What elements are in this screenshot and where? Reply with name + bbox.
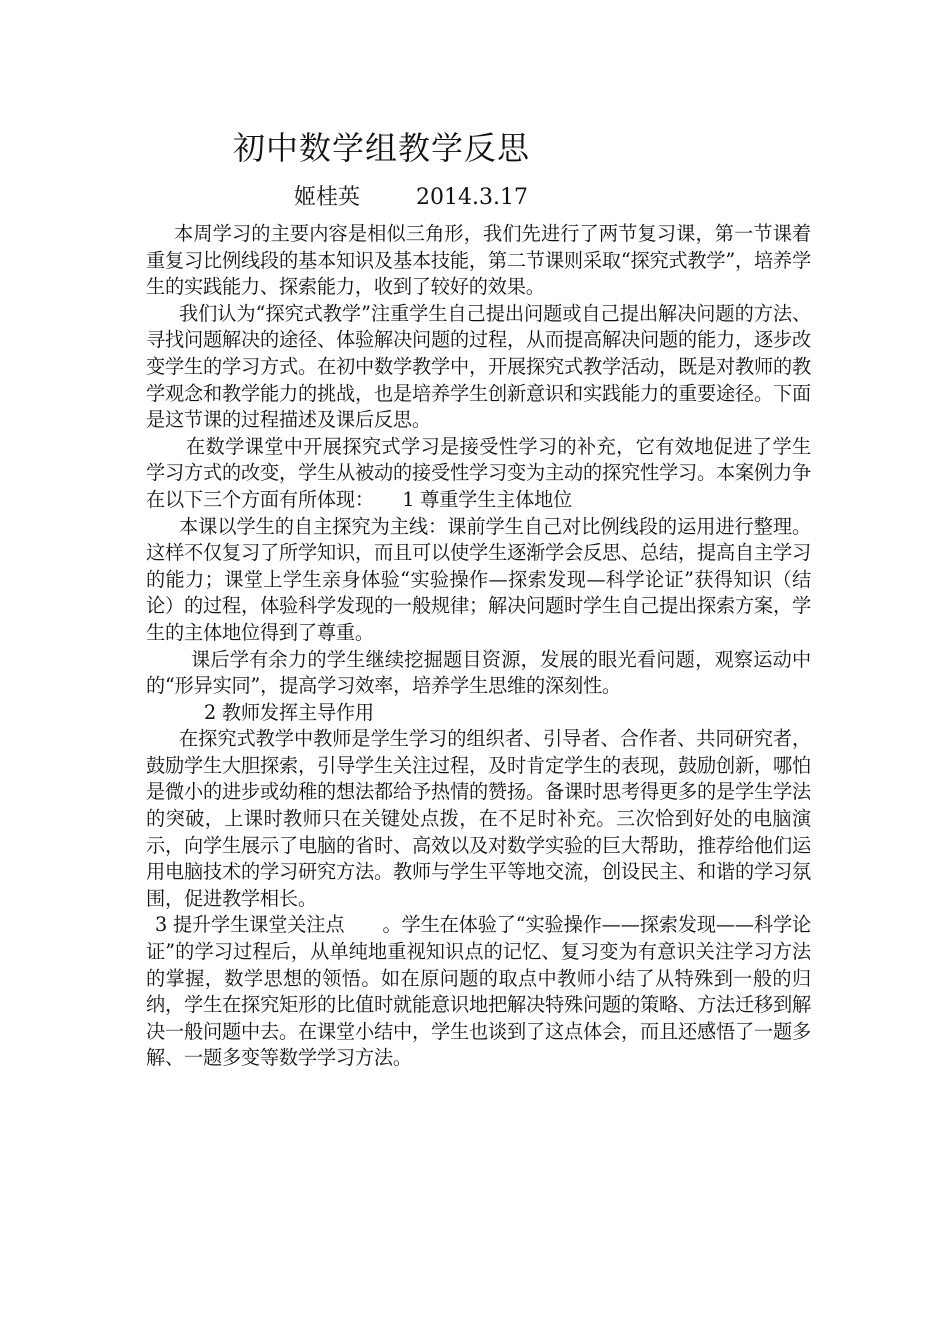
section-heading-teacher-role: 2 教师发挥主导作用 (204, 700, 374, 724)
paragraph-after-class: 课后学有余力的学生继续挖掘题目资源，发展的眼光看问题，观察运动中的“形异实同”，提高学习效率，培养学生思维的深刻性。 (146, 647, 811, 698)
paragraph-intro: 本周学习的主要内容是相似三角形，我们先进行了两节复习课，第一节课着重复习比例线段的基本知识及基本技能，第二节课则采取“探究式教学”，培养学生的实践能力、探索能力，收到了较好的效果。 (146, 222, 811, 299)
author-name: 姬桂英 (294, 185, 361, 210)
byline (294, 183, 528, 213)
paragraph-inquiry-teaching: 我们认为“探究式教学”注重学生自己提出问题或自己提出解决问题的方法、寻找问题解决的途径、体验解决问题的过程，从而提高解决问题的能力，逐步改变学生的学习方式。在初中数学教学中，开展探究式教学活动，既是对教师的教学观念和教学能力的挑战，也是培养学生创新意识和实践能力的重要途径。下面是这节课的过程描述及课后反思。 (146, 301, 811, 432)
paragraph-teacher-role: 在探究式教学中教师是学生学习的组织者、引导者、合作者、共同研究者，鼓励学生大胆探索，引导学生关注过程，及时肯定学生的表现，鼓励创新，哪怕是微小的进步或幼稚的想法都给予热情的赞扬。备课时思考得更多的是学生学法的突破，上课时教师只在关键处点拨，在不足时补充。三次恰到好处的电脑演示，向学生展示了电脑的省时、高效以及对数学实验的巨大帮助，推荐给他们运用电脑技术的学习研究方法。教师与学生平等地交流，创设民主、和谐的学习氛围，促进教学相长。 (146, 727, 811, 910)
document-title: 初中数学组教学反思 (233, 129, 531, 167)
paragraph-student-subject: 本课以学生的自主探究为主线：课前学生自己对比例线段的运用进行整理。这样不仅复习了所学知识，而且可以使学生逐渐学会反思、总结，提高自主学习的能力；课堂上学生亲身体验“实验操作—探索发现—科学论证”获得知识（结论）的过程，体验科学发现的一般规律；解决问题时学生自己提出探索方案，学生的主体地位得到了尊重。 (146, 514, 811, 644)
document-date: 2014.3.17 (416, 185, 528, 210)
paragraph-inquiry-learning: 在数学课堂中开展探究式学习是接受性学习的补充，它有效地促进了学生学习方式的改变，学生从被动的接受性学习变为主动的探究性学习。本案例力争在以下三个方面有所体现： 1 尊重学生主体地位 (146, 434, 811, 511)
document-body (146, 221, 811, 1072)
paragraph-classroom-focus: 3 提升学生课堂关注点 。学生在体验了“实验操作——探索发现——科学论证”的学习过程后，从单纯地重视知识点的记忆、复习变为有意识关注学习方法的掌握，数学思想的领悟。如在原问题的取点中教师小结了从特殊到一般的归纳，学生在探究矩形的比值时就能意识地把解决特殊问题的策略、方法迁移到解决一般问题中去。在课堂小结中，学生也谈到了这点体会，而且还感悟了一题多解、一题多变等数学学习方法。 (146, 913, 811, 1070)
